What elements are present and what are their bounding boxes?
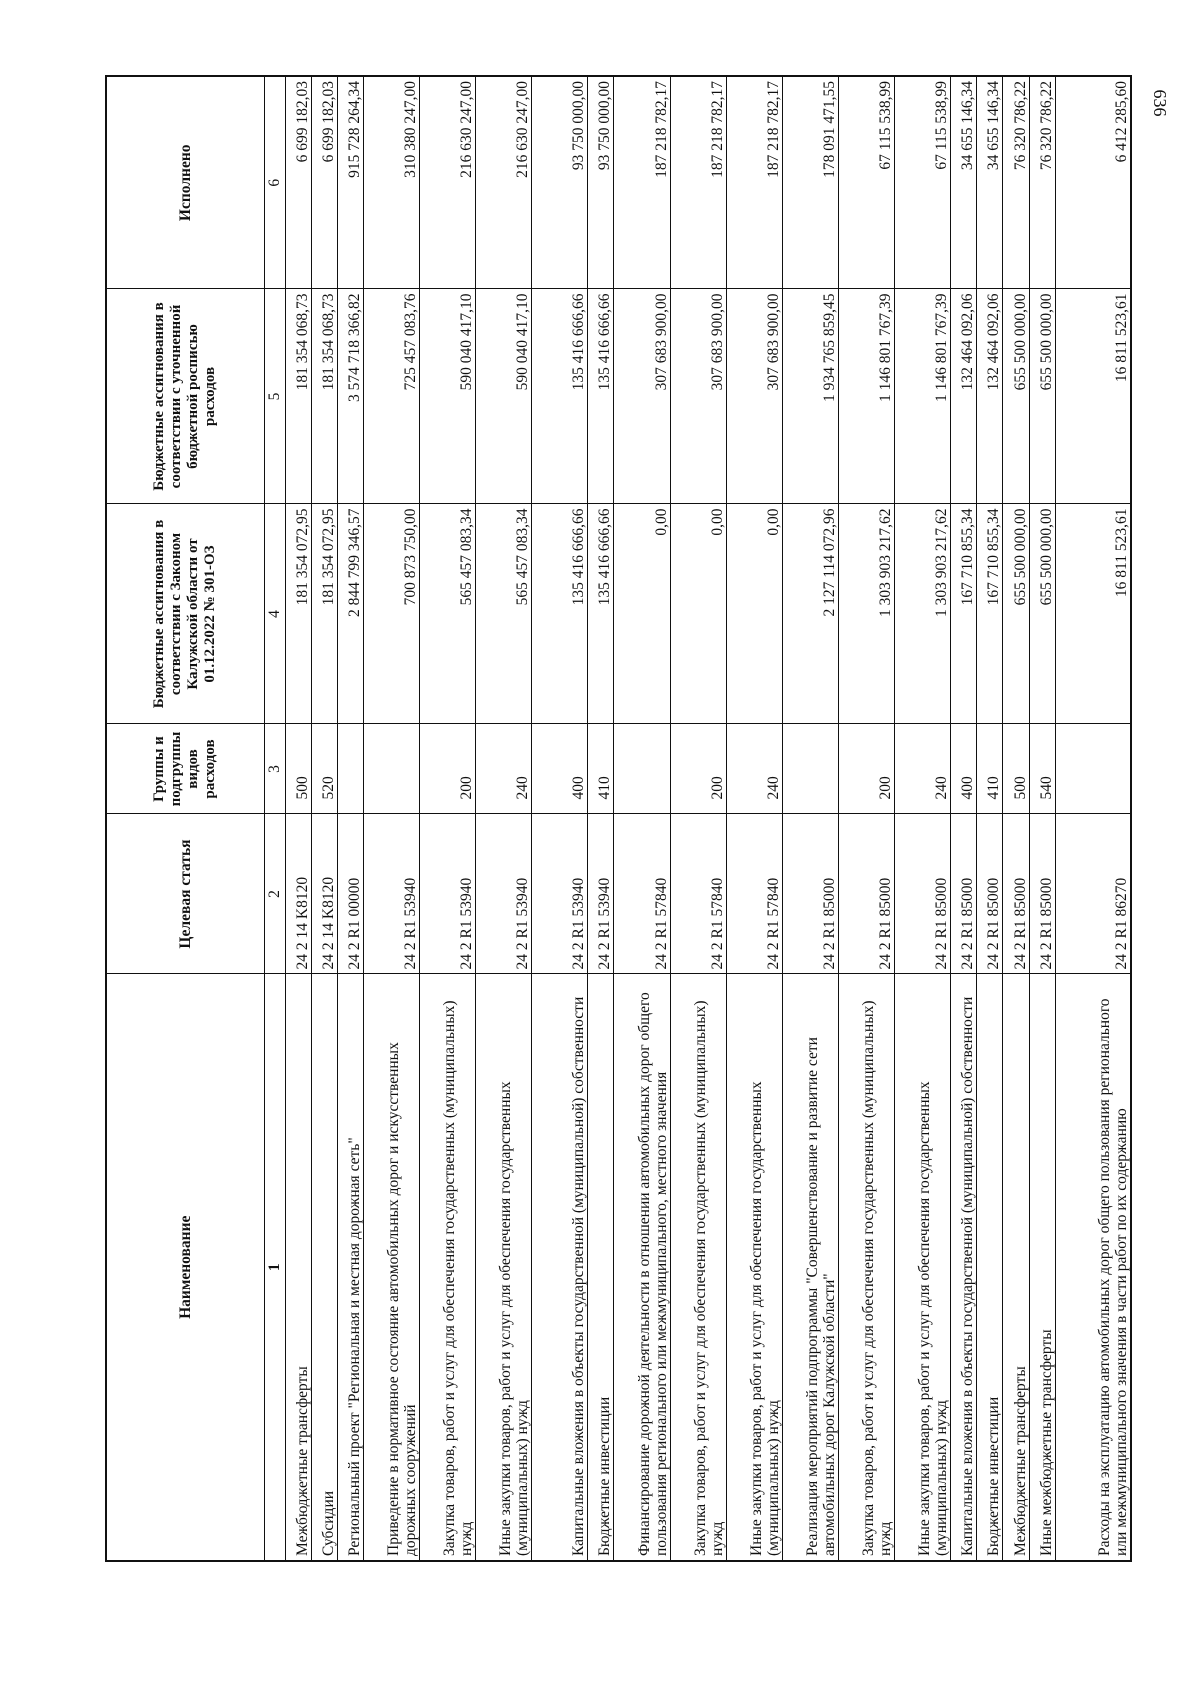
row-target-article: 24 2 R1 00000 [337, 814, 363, 974]
row-name: Межбюджетные трансферты [285, 974, 311, 1561]
row-refined-amount: 655 500 000,00 [1029, 289, 1055, 504]
row-executed-amount: 187 218 782,17 [670, 76, 726, 289]
row-expense-group [363, 724, 419, 814]
row-law-amount: 2 127 114 072,96 [782, 504, 838, 724]
row-refined-amount: 1 146 801 767,39 [838, 289, 894, 504]
row-expense-group: 500 [1003, 724, 1029, 814]
row-target-article: 24 2 R1 53940 [419, 814, 475, 974]
row-expense-group [337, 724, 363, 814]
row-law-amount: 700 873 750,00 [363, 504, 419, 724]
row-refined-amount: 655 500 000,00 [1003, 289, 1029, 504]
row-expense-group: 240 [476, 724, 532, 814]
row-expense-group: 240 [726, 724, 782, 814]
row-refined-amount: 307 683 900,00 [614, 289, 670, 504]
row-name: Региональный проект "Региональная и местная дорожная сеть" [337, 974, 363, 1561]
row-law-amount: 1 303 903 217,62 [838, 504, 894, 724]
row-expense-group [782, 724, 838, 814]
row-refined-amount: 16 811 523,61 [1055, 289, 1131, 504]
table-row [1029, 76, 1055, 1561]
row-target-article: 24 2 R1 85000 [1029, 814, 1055, 974]
row-law-amount: 0,00 [726, 504, 782, 724]
column-number: 1 [264, 974, 285, 1561]
row-expense-group: 540 [1029, 724, 1055, 814]
row-refined-amount: 307 683 900,00 [726, 289, 782, 504]
row-name: Иные закупки товаров, работ и услуг для обеспечения государственных (муниципальных) нужд [895, 974, 951, 1561]
row-refined-amount: 181 354 068,73 [311, 289, 337, 504]
row-law-amount: 655 500 000,00 [1003, 504, 1029, 724]
column-number: 4 [264, 504, 285, 724]
header-law-allocations: Бюджетные ассигнования в соответствии с Законом Калужской области от 01.12.2022 № 301-ОЗ [106, 504, 264, 724]
column-number: 6 [264, 76, 285, 289]
row-law-amount: 0,00 [614, 504, 670, 724]
row-expense-group: 520 [311, 724, 337, 814]
budget-table-rotated [105, 77, 1132, 1562]
row-target-article: 24 2 R1 85000 [1003, 814, 1029, 974]
row-target-article: 24 2 R1 57840 [670, 814, 726, 974]
row-target-article: 24 2 R1 85000 [895, 814, 951, 974]
table-row [951, 76, 977, 1561]
row-expense-group: 200 [419, 724, 475, 814]
row-target-article: 24 2 R1 53940 [532, 814, 588, 974]
row-law-amount: 16 811 523,61 [1055, 504, 1131, 724]
row-executed-amount: 34 655 146,34 [951, 76, 977, 289]
table-row [1003, 76, 1029, 1561]
table-row [532, 76, 588, 1561]
header-executed: Исполнено [106, 76, 264, 289]
row-refined-amount: 307 683 900,00 [670, 289, 726, 504]
row-executed-amount: 216 630 247,00 [419, 76, 475, 289]
row-name: Иные закупки товаров, работ и услуг для обеспечения государственных (муниципальных) нужд [726, 974, 782, 1561]
row-expense-group: 200 [670, 724, 726, 814]
header-expense-groups: Группы и подгруппы видов расходов [106, 724, 264, 814]
table-row [782, 76, 838, 1561]
row-name: Финансирование дорожной деятельности в отношении автомобильных дорог общего пользования регионального или межмуниципального, местного значения [614, 974, 670, 1561]
row-target-article: 24 2 R1 85000 [838, 814, 894, 974]
row-executed-amount: 6 699 182,03 [311, 76, 337, 289]
row-target-article: 24 2 R1 85000 [977, 814, 1003, 974]
row-name: Приведение в нормативное состояние автомобильных дорог и искусственных дорожных сооружений [363, 974, 419, 1561]
row-executed-amount: 915 728 264,34 [337, 76, 363, 289]
table-row [670, 76, 726, 1561]
row-expense-group: 410 [588, 724, 614, 814]
row-expense-group: 410 [977, 724, 1003, 814]
row-target-article: 24 2 R1 53940 [476, 814, 532, 974]
row-expense-group: 400 [951, 724, 977, 814]
row-executed-amount: 6 699 182,03 [285, 76, 311, 289]
table-row [285, 76, 311, 1561]
row-target-article: 24 2 R1 85000 [782, 814, 838, 974]
table-row [614, 76, 670, 1561]
row-refined-amount: 132 464 092,06 [977, 289, 1003, 504]
row-refined-amount: 135 416 666,66 [532, 289, 588, 504]
row-refined-amount: 135 416 666,66 [588, 289, 614, 504]
row-name: Иные межбюджетные трансферты [1029, 974, 1055, 1561]
row-law-amount: 181 354 072,95 [285, 504, 311, 724]
row-executed-amount: 187 218 782,17 [726, 76, 782, 289]
row-target-article: 24 2 R1 53940 [363, 814, 419, 974]
table-row [363, 76, 419, 1561]
row-law-amount: 167 710 855,34 [977, 504, 1003, 724]
row-target-article: 24 2 R1 85000 [951, 814, 977, 974]
row-refined-amount: 590 040 417,10 [476, 289, 532, 504]
row-name: Бюджетные инвестиции [977, 974, 1003, 1561]
row-refined-amount: 725 457 083,76 [363, 289, 419, 504]
column-number: 3 [264, 724, 285, 814]
row-law-amount: 1 303 903 217,62 [895, 504, 951, 724]
row-law-amount: 2 844 799 346,57 [337, 504, 363, 724]
row-law-amount: 135 416 666,66 [588, 504, 614, 724]
row-law-amount: 0,00 [670, 504, 726, 724]
row-name: Расходы на эксплуатацию автомобильных дорог общего пользования регионального или межмуниципального значения в части работ по их содержанию [1055, 974, 1131, 1561]
row-name: Реализация мероприятий подпрограммы "Совершенствование и развитие сети автомобильных дорог Калужской области" [782, 974, 838, 1561]
table-row [476, 76, 532, 1561]
row-refined-amount: 181 354 068,73 [285, 289, 311, 504]
table-row [895, 76, 951, 1561]
row-target-article: 24 2 R1 53940 [588, 814, 614, 974]
table-row [337, 76, 363, 1561]
table-row [588, 76, 614, 1561]
table-row [311, 76, 337, 1561]
row-executed-amount: 187 218 782,17 [614, 76, 670, 289]
column-number: 5 [264, 289, 285, 504]
column-number-row [264, 76, 285, 1561]
row-name: Субсидии [311, 974, 337, 1561]
header-refined-allocations: Бюджетные ассигнования в соответствии с уточненной бюджетной росписью расходов [106, 289, 264, 504]
row-name: Закупка товаров, работ и услуг для обеспечения государственных (муниципальных) нужд [838, 974, 894, 1561]
row-target-article: 24 2 R1 57840 [726, 814, 782, 974]
table-row [726, 76, 782, 1561]
row-name: Бюджетные инвестиции [588, 974, 614, 1561]
row-expense-group: 200 [838, 724, 894, 814]
row-law-amount: 167 710 855,34 [951, 504, 977, 724]
table-body [285, 76, 1131, 1561]
row-name: Закупка товаров, работ и услуг для обеспечения государственных (муниципальных) нужд [419, 974, 475, 1561]
row-refined-amount: 1 146 801 767,39 [895, 289, 951, 504]
row-target-article: 24 2 14 K8120 [285, 814, 311, 974]
row-executed-amount: 6 412 285,60 [1055, 76, 1131, 289]
header-name: Наименование [106, 974, 264, 1561]
table-row [1055, 76, 1131, 1561]
row-executed-amount: 34 655 146,34 [977, 76, 1003, 289]
budget-table [105, 75, 1132, 1562]
row-law-amount: 655 500 000,00 [1029, 504, 1055, 724]
row-name: Межбюджетные трансферты [1003, 974, 1029, 1561]
row-executed-amount: 67 115 538,99 [838, 76, 894, 289]
header-target-article: Целевая статья [106, 814, 264, 974]
table-row [977, 76, 1003, 1561]
row-refined-amount: 1 934 765 859,45 [782, 289, 838, 504]
page-number: 636 [1150, 89, 1171, 117]
row-executed-amount: 310 380 247,00 [363, 76, 419, 289]
row-executed-amount: 178 091 471,55 [782, 76, 838, 289]
row-expense-group: 240 [895, 724, 951, 814]
row-executed-amount: 93 750 000,00 [532, 76, 588, 289]
row-law-amount: 135 416 666,66 [532, 504, 588, 724]
row-law-amount: 565 457 083,34 [419, 504, 475, 724]
row-executed-amount: 67 115 538,99 [895, 76, 951, 289]
row-executed-amount: 216 630 247,00 [476, 76, 532, 289]
row-law-amount: 181 354 072,95 [311, 504, 337, 724]
row-name: Капитальные вложения в объекты государственной (муниципальной) собственности [532, 974, 588, 1561]
row-executed-amount: 93 750 000,00 [588, 76, 614, 289]
row-refined-amount: 132 464 092,06 [951, 289, 977, 504]
row-target-article: 24 2 R1 86270 [1055, 814, 1131, 974]
row-expense-group: 400 [532, 724, 588, 814]
row-refined-amount: 590 040 417,10 [419, 289, 475, 504]
row-law-amount: 565 457 083,34 [476, 504, 532, 724]
row-expense-group [614, 724, 670, 814]
row-expense-group [1055, 724, 1131, 814]
row-expense-group: 500 [285, 724, 311, 814]
row-name: Капитальные вложения в объекты государственной (муниципальной) собственности [951, 974, 977, 1561]
row-executed-amount: 76 320 786,22 [1029, 76, 1055, 289]
row-name: Закупка товаров, работ и услуг для обеспечения государственных (муниципальных) нужд [670, 974, 726, 1561]
table-row [838, 76, 894, 1561]
row-name: Иные закупки товаров, работ и услуг для обеспечения государственных (муниципальных) нужд [476, 974, 532, 1561]
table-row [419, 76, 475, 1561]
row-refined-amount: 3 574 718 366,82 [337, 289, 363, 504]
row-executed-amount: 76 320 786,22 [1003, 76, 1029, 289]
column-number: 2 [264, 814, 285, 974]
row-target-article: 24 2 14 K8120 [311, 814, 337, 974]
row-target-article: 24 2 R1 57840 [614, 814, 670, 974]
